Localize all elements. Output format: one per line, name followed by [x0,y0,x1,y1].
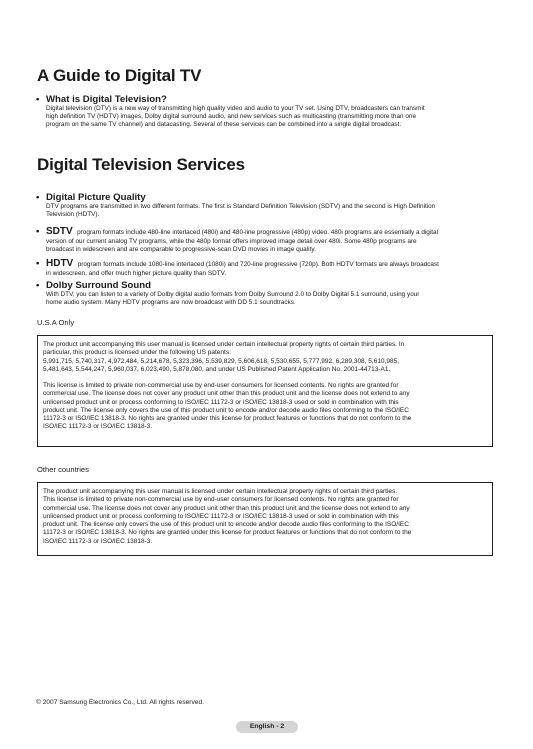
hdtv-first-line: program formats include 1080-line interlaced (1080i) and 720-line progressive (720p). Both HDTV formats are always broadcast [77,261,439,268]
section-title-services: Digital Television Services [37,155,245,174]
text-line: unlicensed product unit or process conforming to ISO/IEC 11172-3 or ISO/IEC 13818-3 used or sold in combination with this [43,512,399,520]
what-heading: What is Digital Television? [46,94,167,105]
text-line: unlicensed product unit or process conforming to ISO/IEC 11172-3 or ISO/IEC 13818-3 used or sold in combination with this [43,398,399,406]
hdtv-heading: HDTV [46,258,74,269]
text-line: This license is limited to private non-commercial use by end-user consumers for licensed contents. No rights are granted for [43,496,399,504]
page-number-badge: English - 2 [236,721,298,733]
what-line: program on the same TV channel) and datacasting. Several of these services can be combined into a single digital broadcast. [46,121,402,129]
bullet-digital-picture-quality [36,192,494,219]
other-countries-label: Other countries [37,465,89,474]
bullet-dot: • [36,94,40,105]
dolby-heading: Dolby Surround Sound [46,280,151,291]
text-line: 5,991,715, 5,740,317, 4,972,484, 5,214,678, 5,323,396, 5,539,829, 5,606,618, 5,530,655, 5,777,992, 6,289,308, 5,610,985, [43,357,400,365]
what-line: high definition TV (HDTV) images, Dolby digital surround audio, and new services such as multicasting (transmitting more than one [46,113,417,121]
bullet-dot: • [36,280,40,291]
copyright-text: © 2007 Samsung Electronics Co., Ltd. All rights reserved. [36,699,204,706]
section-title-guide: A Guide to Digital TV [37,66,202,85]
what-body [46,105,494,129]
text-line: commercial use. The license does not cover any product unit other than this product unit and the license does not extend to any [43,390,410,398]
text-line: ISO/IEC 11172-3 or ISO/IEC 13818-3. [43,423,153,431]
hdtv-line: in widescreen, and offer much higher picture quality than SDTV. [46,270,227,277]
sdtv-first-line: program formats include 480-line interlaced (480i) and 480-line progressive (480p) video. 480i programs are essentially a digital [77,229,439,236]
sdtv-line: broadcast in widescreen and are comparable to progressive-scan DVD movies in image quality. [46,246,316,254]
text-line: 5,481,643, 5,544,247, 5,960,037, 6,023,490, 5,878,080, and under US Published Patent Application No. 2001-44713-A1. [43,365,391,373]
dolby-line: home audio system. Many HDTV programs are now broadcast with DD 5.1 soundtracks. [46,299,296,307]
sdtv-heading: SDTV [46,226,73,237]
other-license-box [37,482,493,556]
what-line: Digital television (DTV) is a new way of transmitting high quality video and audio to your TV set. Using DTV, broadcasters can transmit [46,105,425,112]
text-line: This license is limited to private non-commercial use by end-user consumers for licensed contents. No rights are granted for [43,382,399,389]
bullet-sdtv [36,224,494,254]
dpq-line: DTV programs are transmitted in two different formats. The first is Standard Definition Television (SDTV) and the second is High Definition [46,203,436,210]
text-line: The product unit accompanying this user manual is licensed under certain intellectual property rights of certain third parties. In [43,341,405,348]
sdtv-line: version of our current analog TV programs, while the 480p format offers improved image detail over 480i. Some 480p programs are [46,238,417,245]
text-line: The product unit accompanying this user manual is licensed under certain intellectual property rights of certain third parties. [43,488,398,495]
bullet-hdtv [36,256,494,278]
usa-only-label: U.S.A Only [37,318,75,327]
other-paragraph [43,488,487,546]
dolby-line: With DTV, you can listen to a variety of Dolby digital audio formats from Dolby Surround 2.0 to Dolby Digital 5.1 surround, using your [46,291,420,298]
bullet-dot: • [36,192,40,203]
bullet-what-is-dtv [36,94,494,129]
text-line: product unit. The license only covers the use of this product unit to encode and/or decode audio files conforming to the ISO/IEC [43,521,409,528]
usa-license-box [37,335,493,447]
usa-paragraph-1 [43,341,487,374]
usa-paragraph-2 [43,382,487,432]
dpq-line: Television (HDTV). [46,211,100,219]
bullet-dot: • [36,258,40,269]
text-line: ISO/IEC 11172-3 or ISO/IEC 13818-3. [43,537,153,545]
text-line: commercial use. The license does not cover any product unit other than this product unit and the license does not extend to any [43,504,410,512]
text-line: 11172-3 or ISO/IEC 13818-3. No rights are granted under this license for product features or functions that do not conform to the [43,415,412,422]
text-line: product unit. The license only covers the use of this product unit to encode and/or decode audio files conforming to the ISO/IEC [43,406,409,414]
text-line: particular, this product is licensed under the following US patents: [43,349,231,357]
dpq-heading: Digital Picture Quality [46,192,146,203]
bullet-dolby-surround [36,280,494,307]
bullet-dot: • [36,226,40,237]
text-line: 11172-3 or ISO/IEC 13818-3. No rights are granted under this license for product features or functions that do not conform to the [43,529,412,537]
